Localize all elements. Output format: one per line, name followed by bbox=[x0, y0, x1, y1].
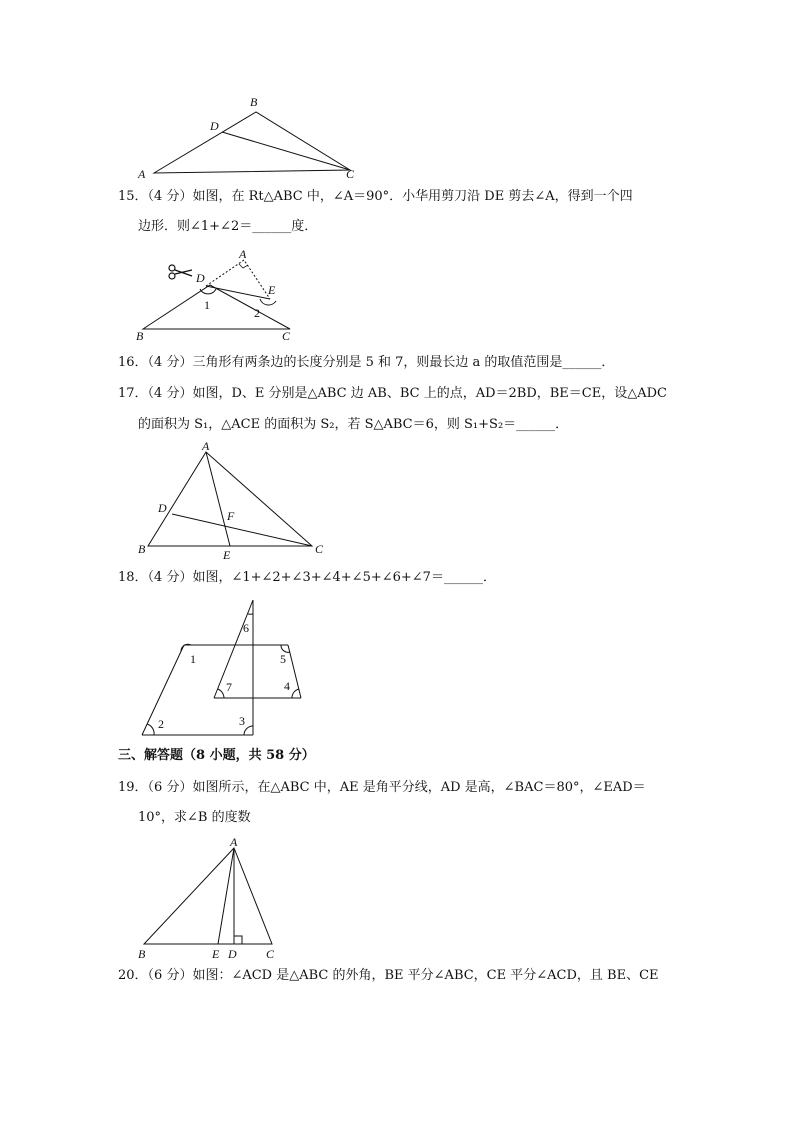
label-c: C bbox=[315, 542, 324, 556]
label-c: C bbox=[346, 167, 355, 181]
label-b: B bbox=[138, 947, 146, 961]
problem-17-line-2: 的面积为 S₁，△ACE 的面积为 S₂，若 S△ABC＝6，则 S₁+S₂＝______． bbox=[138, 417, 569, 432]
triangle-abc-figure-17 bbox=[130, 440, 340, 560]
scissors-triangle-figure-15 bbox=[130, 246, 310, 346]
label-e: E bbox=[268, 283, 276, 297]
label-1: 1 bbox=[204, 298, 210, 312]
label-b: B bbox=[250, 95, 258, 109]
label-1: 1 bbox=[190, 652, 196, 666]
label-c: C bbox=[282, 329, 291, 343]
problem-19-line-2: 10°，求∠B 的度数 bbox=[138, 810, 251, 825]
problem-17-line-1: 17．（4 分）如图，D、E 分别是△ABC 边 AB、BC 上的点，AD＝2BD，BE＝CE，设△ADC bbox=[118, 386, 667, 401]
problem-15-line-2: 边形．则∠1+∠2＝______度． bbox=[138, 219, 318, 234]
label-6: 6 bbox=[243, 621, 249, 635]
problem-19-line-1: 19．（6 分）如图所示，在△ABC 中，AE 是角平分线，AD 是高，∠BAC＝80°，∠EAD＝ bbox=[118, 780, 646, 795]
label-e: E bbox=[212, 947, 220, 961]
label-d: D bbox=[210, 119, 219, 133]
label-4: 4 bbox=[284, 679, 290, 693]
label-d: D bbox=[158, 501, 167, 515]
label-d: D bbox=[228, 947, 237, 961]
triangle-abc-figure-19 bbox=[130, 832, 290, 962]
label-d: D bbox=[196, 271, 205, 285]
label-e: E bbox=[223, 548, 231, 560]
problem-20-line-1: 20．（6 分）如图：∠ACD 是△ABC 的外角，BE 平分∠ABC，CE 平分∠ACD，且 BE、CE bbox=[118, 968, 659, 983]
problem-18-line-1: 18．（4 分）如图，∠1+∠2+∠3+∠4+∠5+∠6+∠7＝______． bbox=[118, 570, 496, 585]
label-7: 7 bbox=[226, 680, 232, 694]
label-b: B bbox=[138, 542, 146, 556]
label-2: 2 bbox=[254, 306, 260, 320]
label-a: A bbox=[239, 247, 247, 261]
label-a: A bbox=[138, 167, 146, 181]
label-2: 2 bbox=[158, 717, 164, 731]
label-c: C bbox=[266, 947, 275, 961]
triangle-abc-figure-14 bbox=[130, 92, 370, 182]
problem-16-line-1: 16．（4 分）三角形有两条边的长度分别是 5 和 7，则最长边 a 的取值范围是______． bbox=[118, 355, 615, 370]
scissors-icon bbox=[169, 265, 192, 279]
label-a: A bbox=[202, 440, 210, 453]
angles-figure-18 bbox=[130, 596, 320, 741]
problem-15-line-1: 15．（4 分）如图，在 Rt△ABC 中，∠A＝90°．小华用剪刀沿 DE 剪去∠A，得到一个四 bbox=[118, 189, 633, 204]
label-a: A bbox=[230, 835, 238, 849]
label-b: B bbox=[136, 329, 144, 343]
label-5: 5 bbox=[280, 652, 286, 666]
section-3-title: 三、解答题（8 小题，共 58 分） bbox=[118, 748, 315, 763]
label-3: 3 bbox=[239, 714, 245, 728]
label-f: F bbox=[227, 509, 235, 523]
